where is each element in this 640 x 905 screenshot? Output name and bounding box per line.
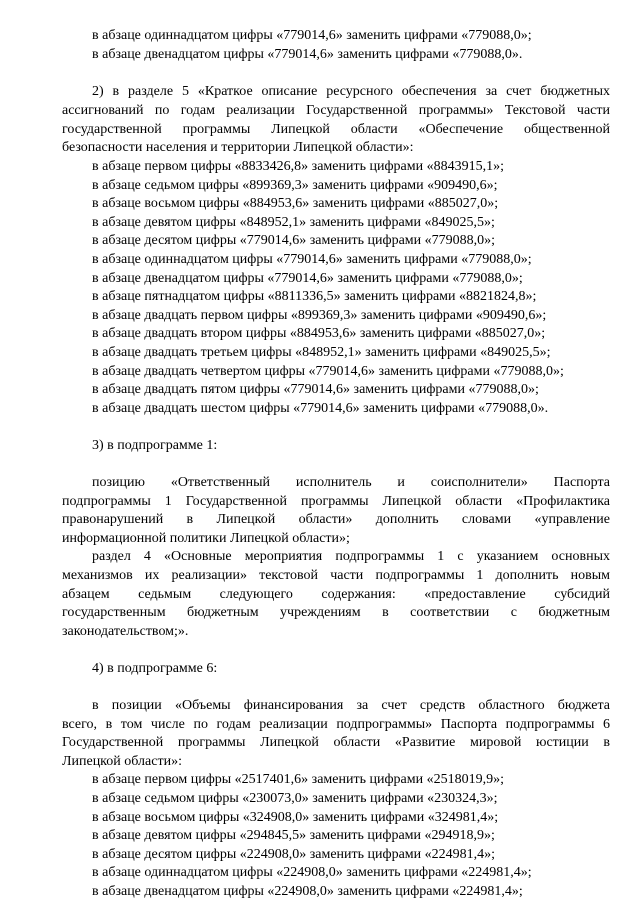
- paragraph-line: государственным бюджетным учреждениям в соответствии с бюджетным: [62, 605, 610, 620]
- paragraph-line: всего, в том числе по годам реализации подпрограммы» Паспорта подпрограммы 6: [62, 717, 610, 732]
- text-line: в абзаце двадцать третьем цифры «848952,1» заменить цифрами «849025,5»;: [92, 345, 551, 360]
- text-line: в абзаце первом цифры «8833426,8» заменить цифрами «8843915,1»;: [92, 159, 504, 174]
- paragraph-line: абзацем седьмым следующего содержания: «предоставление субсидий: [62, 587, 610, 602]
- text-line: в абзаце двенадцатом цифры «224908,0» заменить цифрами «224981,4»;: [92, 884, 523, 899]
- paragraph-line: 2) в разделе 5 «Краткое описание ресурсного обеспечения за счет бюджетных: [92, 84, 610, 99]
- paragraph-line: Государственной программы Липецкой области «Развитие мировой юстиции в: [62, 735, 610, 750]
- paragraph-line: законодательством;».: [62, 624, 189, 639]
- paragraph-line: подпрограммы 1 Государственной программы Липецкой области «Профилактика: [62, 494, 610, 509]
- paragraph-line: государственной программы Липецкой области «Обеспечение общественной: [62, 122, 610, 137]
- paragraph-line: раздел 4 «Основные мероприятия подпрограммы 1 с указанием основных: [92, 549, 610, 564]
- paragraph-line: безопасности населения и территории Липецкой области»:: [62, 140, 414, 155]
- text-line: в абзаце девятом цифры «294845,5» заменить цифрами «294918,9»;: [92, 828, 495, 843]
- text-line: в абзаце двенадцатом цифры «779014,6» заменить цифрами «779088,0».: [92, 47, 523, 62]
- text-line: в абзаце девятом цифры «848952,1» заменить цифрами «849025,5»;: [92, 215, 495, 230]
- text-line: в абзаце двенадцатом цифры «779014,6» заменить цифрами «779088,0»;: [92, 271, 523, 286]
- text-line: в абзаце восьмом цифры «324908,0» заменить цифрами «324981,4»;: [92, 810, 499, 825]
- text-line: в абзаце десятом цифры «224908,0» заменить цифрами «224981,4»;: [92, 847, 496, 862]
- text-line: в абзаце двадцать первом цифры «899369,3» заменить цифрами «909490,6»;: [92, 308, 547, 323]
- text-line: в абзаце двадцать пятом цифры «779014,6» заменить цифрами «779088,0»;: [92, 382, 539, 397]
- text-line: в абзаце одиннадцатом цифры «779014,6» заменить цифрами «779088,0»;: [92, 28, 532, 43]
- paragraph-line: Липецкой области»:: [62, 754, 182, 769]
- text-line: в абзаце первом цифры «2517401,6» заменить цифрами «2518019,9»;: [92, 772, 504, 787]
- section-heading: 3) в подпрограмме 1:: [92, 438, 218, 453]
- text-line: в абзаце одиннадцатом цифры «779014,6» заменить цифрами «779088,0»;: [92, 252, 532, 267]
- text-line: в абзаце десятом цифры «779014,6» заменить цифрами «779088,0»;: [92, 233, 496, 248]
- text-line: в абзаце двадцать шестом цифры «779014,6» заменить цифрами «779088,0».: [92, 401, 549, 416]
- text-line: в абзаце двадцать четвертом цифры «779014,6» заменить цифрами «779088,0»;: [92, 364, 564, 379]
- text-line: в абзаце седьмом цифры «230073,0» заменить цифрами «230324,3»;: [92, 791, 498, 806]
- paragraph-line: позицию «Ответственный исполнитель и соисполнители» Паспорта: [92, 475, 610, 490]
- paragraph-line: правонарушений в Липецкой области» дополнить словами «управление: [62, 512, 610, 527]
- text-line: в абзаце седьмом цифры «899369,3» заменить цифрами «909490,6»;: [92, 178, 498, 193]
- paragraph-line: в позиции «Объемы финансирования за счет средств областного бюджета: [92, 698, 610, 713]
- text-line: в абзаце двадцать втором цифры «884953,6» заменить цифрами «885027,0»;: [92, 326, 546, 341]
- text-line: в абзаце восьмом цифры «884953,6» заменить цифрами «885027,0»;: [92, 196, 499, 211]
- section-heading: 4) в подпрограмме 6:: [92, 661, 218, 676]
- paragraph-line: механизмов их реализации» текстовой части подпрограммы 1 дополнить новым: [62, 568, 610, 583]
- text-line: в абзаце одиннадцатом цифры «224908,0» заменить цифрами «224981,4»;: [92, 865, 532, 880]
- text-line: в абзаце пятнадцатом цифры «8811336,5» заменить цифрами «8821824,8»;: [92, 289, 537, 304]
- paragraph-line: информационной политики Липецкой области»;: [62, 531, 350, 546]
- paragraph-line: ассигнований по годам реализации Государственной программы» Текстовой части: [62, 103, 610, 118]
